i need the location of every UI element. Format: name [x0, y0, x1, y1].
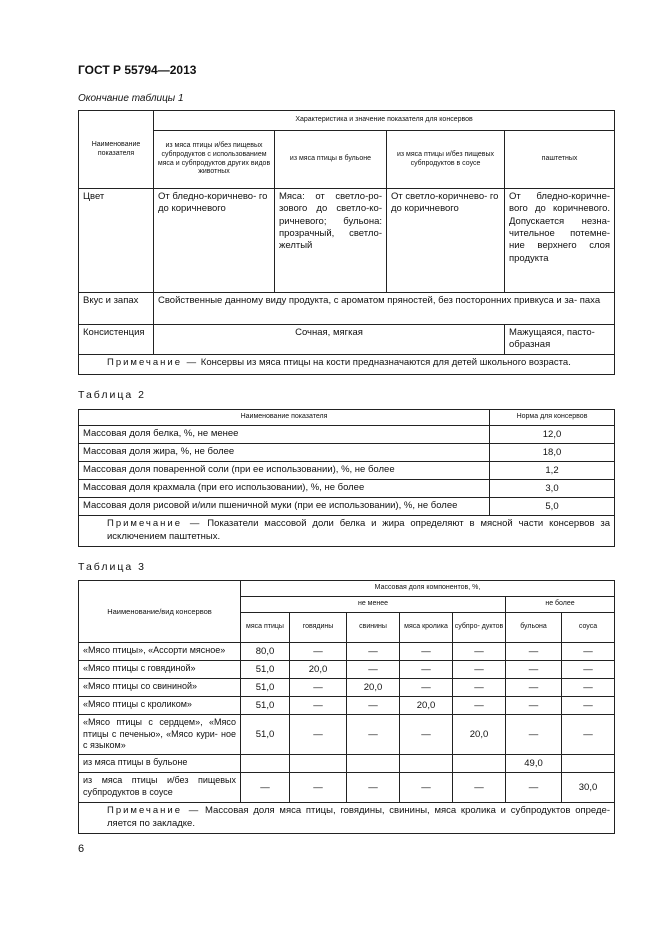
t3-cell	[347, 755, 400, 773]
t1-row-name: Консистенция	[79, 325, 154, 355]
t3-cell: —	[290, 773, 347, 803]
t3-group-header: Массовая доля компонентов, %,	[241, 581, 615, 597]
t3-note-text: Массовая доля мяса птицы, говядины, свинины, мяса кролика и субпродуктов опреде- ляется по закладке.	[107, 805, 610, 829]
t3-cell: —	[506, 773, 562, 803]
t3-subheader: свинины	[347, 613, 400, 643]
t3-cell: 49,0	[506, 755, 562, 773]
t3-subheader: говядины	[290, 613, 347, 643]
t1-note-label: Примечание —	[107, 357, 199, 368]
t1-col-param: Наименование показателя	[79, 111, 154, 189]
t2-row-name: Массовая доля рисовой и/или пшеничной муки (при ее использовании), %, не более	[79, 498, 490, 516]
t2-note-text: Показатели массовой доли белка и жира определяют в мясной части консервов за исключением паштетных.	[107, 518, 611, 542]
t3-cell: —	[453, 679, 506, 697]
t3-cell: —	[400, 679, 453, 697]
t1-cell: От бледно-коричне- вого до коричневого. Допускается незна- чительное потемне- ние верхнего слоя продукта	[505, 189, 615, 293]
t3-row-name: «Мясо птицы с сердцем», «Мясо птицы с печенью», «Мясо кури- ное с языком»	[79, 715, 241, 755]
t3-cell: —	[290, 679, 347, 697]
t3-not-more: не более	[506, 597, 615, 613]
t3-cell: —	[400, 773, 453, 803]
t2-row-value: 18,0	[490, 444, 615, 462]
t3-cell: —	[400, 661, 453, 679]
t3-subheader: бульона	[506, 613, 562, 643]
t3-cell: 51,0	[241, 715, 290, 755]
t3-col-name: Наименование/вид консервов	[79, 581, 241, 643]
t3-cell: —	[290, 715, 347, 755]
t3-cell: —	[506, 679, 562, 697]
t3-cell: —	[400, 643, 453, 661]
table-row	[79, 697, 615, 715]
table-row	[79, 661, 615, 679]
t1-row-name: Цвет	[79, 189, 154, 293]
t3-cell: —	[562, 697, 615, 715]
t3-row-name: «Мясо птицы с кроликом»	[79, 697, 241, 715]
t2-row-value: 1,2	[490, 462, 615, 480]
table1	[78, 110, 615, 375]
t3-cell: 20,0	[347, 679, 400, 697]
t3-subheader: субпро- дуктов	[453, 613, 506, 643]
t3-note-label: Примечание —	[107, 805, 201, 817]
t2-col-norm: Норма для консервов	[490, 410, 615, 426]
t2-note-label: Примечание —	[107, 518, 202, 529]
document-header: ГОСТ Р 55794—2013	[78, 63, 197, 77]
t3-cell: —	[290, 643, 347, 661]
t3-cell	[290, 755, 347, 773]
t3-cell: 20,0	[400, 697, 453, 715]
t3-cell: 51,0	[241, 661, 290, 679]
t3-cell: 30,0	[562, 773, 615, 803]
t3-cell: 80,0	[241, 643, 290, 661]
t2-row-value: 12,0	[490, 426, 615, 444]
t1-merged-cell: Сочная, мягкая	[154, 325, 505, 355]
t1-subheader: из мяса птицы и/без пищевых субпродуктов с использованием мяса и субпродуктов других видов животных	[154, 131, 275, 189]
t2-row-name: Массовая доля поваренной соли (при ее использовании), %, не более	[79, 462, 490, 480]
t3-row-name: из мяса птицы и/без пищевых субпродуктов в соусе	[79, 773, 241, 803]
t3-cell: —	[347, 715, 400, 755]
t3-cell	[241, 755, 290, 773]
t3-cell: —	[241, 773, 290, 803]
t3-cell: —	[347, 697, 400, 715]
table2-caption: Таблица 2	[78, 389, 146, 401]
t3-cell: —	[453, 697, 506, 715]
t3-cell: —	[562, 715, 615, 755]
t3-cell	[562, 755, 615, 773]
t3-cell: —	[347, 773, 400, 803]
t3-cell: 20,0	[453, 715, 506, 755]
t3-cell: —	[290, 697, 347, 715]
t3-row-name: «Мясо птицы с говядиной»	[79, 661, 241, 679]
t3-subheader: соуса	[562, 613, 615, 643]
table-row	[79, 679, 615, 697]
t3-cell: —	[562, 661, 615, 679]
t2-row-name: Массовая доля крахмала (при его использовании), %, не более	[79, 480, 490, 498]
t3-subheader: мяса птицы	[241, 613, 290, 643]
t1-cell: Мяса: от светло-ро- зового до светло-ко- ричневого; бульона: прозрачный, светло-желтый	[275, 189, 387, 293]
t3-cell: 51,0	[241, 679, 290, 697]
t1-cell: От бледно-коричнево- го до коричневого	[154, 189, 275, 293]
table1-caption: Окончание таблицы 1	[78, 93, 184, 104]
t2-row-name: Массовая доля белка, %, не менее	[79, 426, 490, 444]
table-row	[79, 715, 615, 755]
table3-caption: Таблица 3	[78, 561, 146, 573]
t1-cell: От светло-коричнево- го до коричневого	[387, 189, 505, 293]
t2-col-param: Наименование показателя	[79, 410, 490, 426]
t3-cell	[400, 755, 453, 773]
t3-row-name: «Мясо птицы», «Ассорти мясное»	[79, 643, 241, 661]
t3-row-name: «Мясо птицы со свининой»	[79, 679, 241, 697]
t3-row-name: из мяса птицы в бульоне	[79, 755, 241, 773]
t1-note-text: Консервы из мяса птицы на кости предназначаются для детей школьного возраста.	[200, 357, 571, 368]
t3-cell: 51,0	[241, 697, 290, 715]
page-number: 6	[78, 843, 85, 855]
t3-cell: —	[506, 643, 562, 661]
t3-cell: —	[506, 715, 562, 755]
t3-cell: —	[506, 661, 562, 679]
t3-cell	[453, 755, 506, 773]
t1-group-header: Характеристика и значение показателя для консервов	[154, 111, 615, 131]
t3-subheader: мяса кролика	[400, 613, 453, 643]
t1-merged-cell: Свойственные данному виду продукта, с ароматом пряностей, без посторонних привкуса и за- паха	[154, 293, 615, 325]
t3-cell: —	[453, 643, 506, 661]
t3-cell: —	[506, 697, 562, 715]
t3-not-less: не менее	[241, 597, 506, 613]
t3-cell: —	[347, 661, 400, 679]
table-row	[79, 755, 615, 773]
table-row	[79, 773, 615, 803]
t1-cell: Мажущаяся, пасто- образная	[505, 325, 615, 355]
t3-cell: —	[347, 643, 400, 661]
t1-subheader: из мяса птицы и/без пищевых субпродуктов в соусе	[387, 131, 505, 189]
table3	[78, 580, 615, 834]
t3-cell: 20,0	[290, 661, 347, 679]
t2-row-name: Массовая доля жира, %, не более	[79, 444, 490, 462]
t3-cell: —	[562, 643, 615, 661]
t3-cell: —	[400, 715, 453, 755]
t1-row-name: Вкус и запах	[79, 293, 154, 325]
t2-row-value: 5,0	[490, 498, 615, 516]
t3-cell: —	[453, 661, 506, 679]
t1-subheader: из мяса птицы в бульоне	[275, 131, 387, 189]
t1-subheader: паштетных	[505, 131, 615, 189]
t3-cell: —	[562, 679, 615, 697]
table-row	[79, 643, 615, 661]
t2-row-value: 3,0	[490, 480, 615, 498]
t3-cell: —	[453, 773, 506, 803]
table2	[78, 409, 615, 547]
